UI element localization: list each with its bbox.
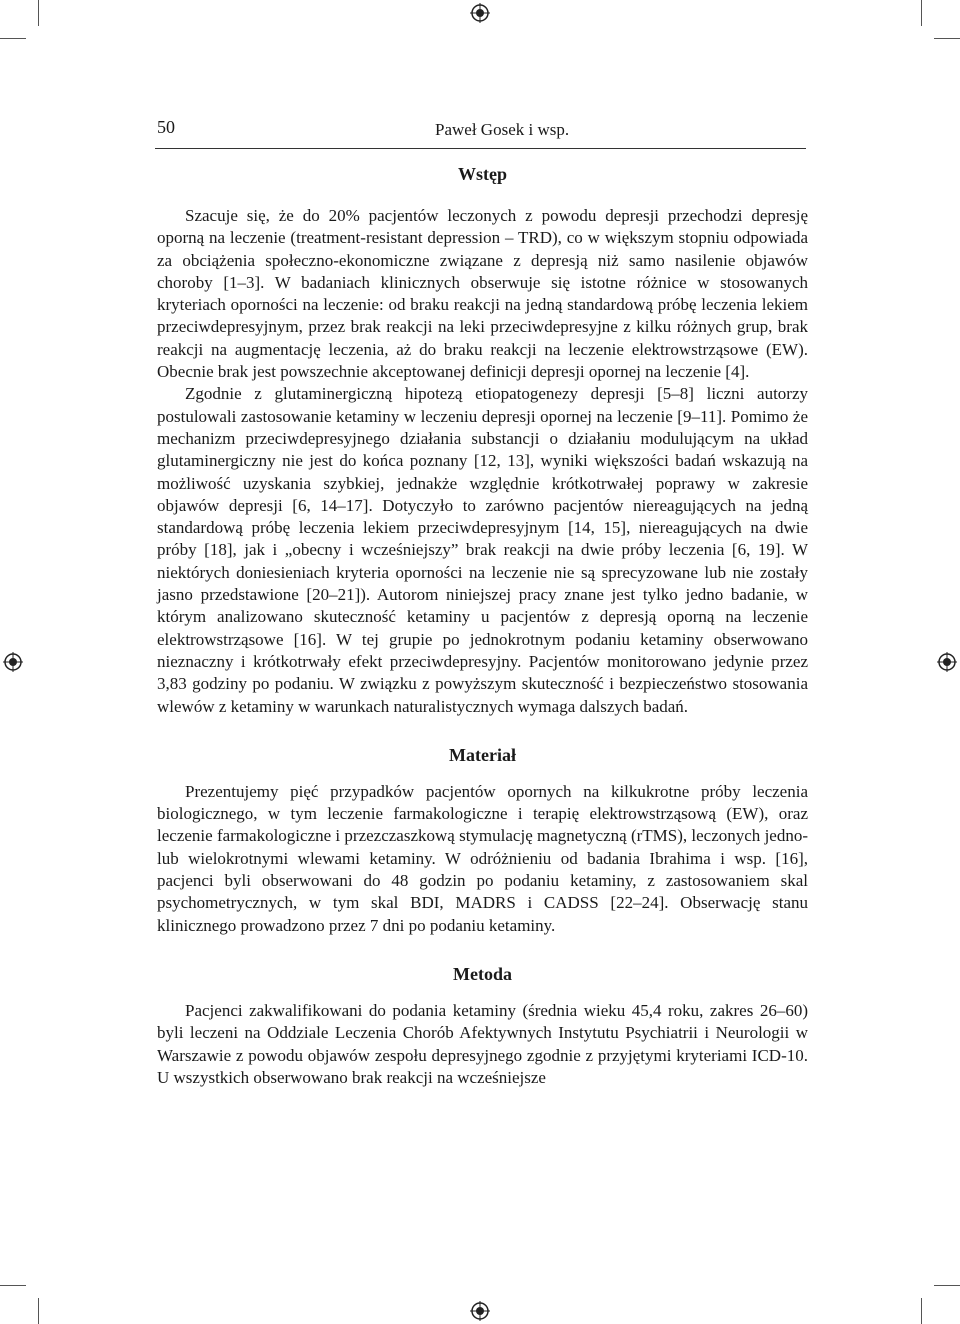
article-body: [157, 162, 808, 1089]
header-rule: [155, 148, 806, 149]
registration-mark-icon: [470, 1301, 490, 1321]
registration-mark-icon: [3, 652, 23, 672]
crop-mark: [934, 1285, 960, 1286]
page-number: 50: [157, 117, 175, 137]
crop-mark: [0, 38, 26, 39]
crop-mark: [921, 1298, 922, 1324]
paragraph: Zgodnie z glutaminergiczną hipotezą etiopatogenezy depresji [5–8] liczni autorzy postulowali zastosowanie ketaminy w leczeniu depresji opornej na leczenie [9–11]. Pomimo że mechanizm przeciwdepresyjnego działania substancji o działaniu modulującym na układ glutaminergiczny nie jest do końca poznany [12, 13], wyniki większości badań wskazują na możliwość uzyskania szybkiej, jednakże względnie krótkotrwałej poprawy w zakresie objawów depresji [6, 14–17]. Dotyczyło to zarówno pacjentów niereagujących na jedną standardową próbę leczenia lekiem przeciwdepresyjnym [14, 15], niereagujących na dwie próby [18], jak i „obecny i wcześniejszy” brak reakcji na dwie próby leczenia [6, 19]. W niektórych doniesieniach kryteria oporności na leczenie nie są sprecyzowane lub nie zostały jasno przedstawione [20–21]). Autorom niniejszej pracy znane jest tylko jedno badanie, w którym analizowano skuteczność ketaminy u pacjentów z depresją oporną na leczenie elektrowstrząsowe [16]. W tej grupie po jednokrotnym podaniu ketaminy obserwowano nieznaczny i krótkotrwały efekt przeciwdepresyjny. Pacjentów monitorowano jedynie przez 3,83 godziny po podaniu. W związku z powyższym skuteczność i bezpieczeństwo stosowania wlewów z ketaminy w warunkach naturalistycznych wymaga dalszych badań.: [157, 384, 808, 716]
crop-mark: [934, 38, 960, 39]
registration-mark-icon: [470, 3, 490, 23]
running-head: Paweł Gosek i wsp.: [435, 120, 570, 139]
section-heading-material: Materiał: [449, 744, 516, 765]
paragraph: Szacuje się, że do 20% pacjentów leczonych z powodu depresji przechodzi depresję oporną na leczenie (treatment-resistant depression – TRD), co w większym stopniu odpowiada za obciążenia społeczno-ekonomiczne związane z depresją niż samo nasilenie objawów choroby [1–3]. W badaniach klinicznych obserwuje się istotne różnice w stosowanych kryteriach oporności na leczenie: od braku reakcji na jedną standardową próbę leczenia lekiem przeciwdepresyjnym, przez brak reakcji na leki przeciwdepresyjne z kilku różnych grup, brak reakcji na augmentację leczenia, aż do braku reakcji na leczenie elektrowstrząsowe (EW). Obecnie brak jest powszechnie akceptowanej definicji depresji opornej na leczenie [4].: [157, 206, 808, 382]
registration-mark-icon: [937, 652, 957, 672]
crop-mark: [38, 1298, 39, 1324]
paragraph: Pacjenci zakwalifikowani do podania ketaminy (średnia wieku 45,4 roku, zakres 26–60) byli leczeni na Oddziale Leczenia Chorób Afektywnych Instytutu Psychiatrii i Neurologii w Warszawie z powodu objawów zespołu depresyjnego zgodnie z przyjętymi kryteriami ICD-10. U wszystkich obserwowano brak reakcji na wcześniejsze: [157, 1000, 808, 1087]
section-heading-intro: Wstęp: [458, 164, 507, 184]
crop-mark: [921, 0, 922, 26]
crop-mark: [0, 1285, 26, 1286]
section-heading-method: Metoda: [453, 963, 512, 984]
paragraph: Prezentujemy pięć przypadków pacjentów opornych na kilkukrotne próby leczenia biologicznego, w tym leczenie farmakologiczne i terapię elektrowstrząsową (EW), oraz leczenie farmakologiczne i przezczaszkową stymulację magnetyczną (rTMS), leczonych jedno- lub wielokrotnymi wlewami ketaminy. W odróżnieniu od badania Ibrahima i wsp. [16], pacjenci byli obserwowani do 48 godzin po podaniu ketaminy, z zastosowaniem skal psychometrycznych, w tym skal BDI, MADRS i CADSS [22–24]. Obserwację stanu klinicznego prowadzono przez 7 dni po podaniu ketaminy.: [157, 781, 808, 935]
crop-mark: [38, 0, 39, 26]
